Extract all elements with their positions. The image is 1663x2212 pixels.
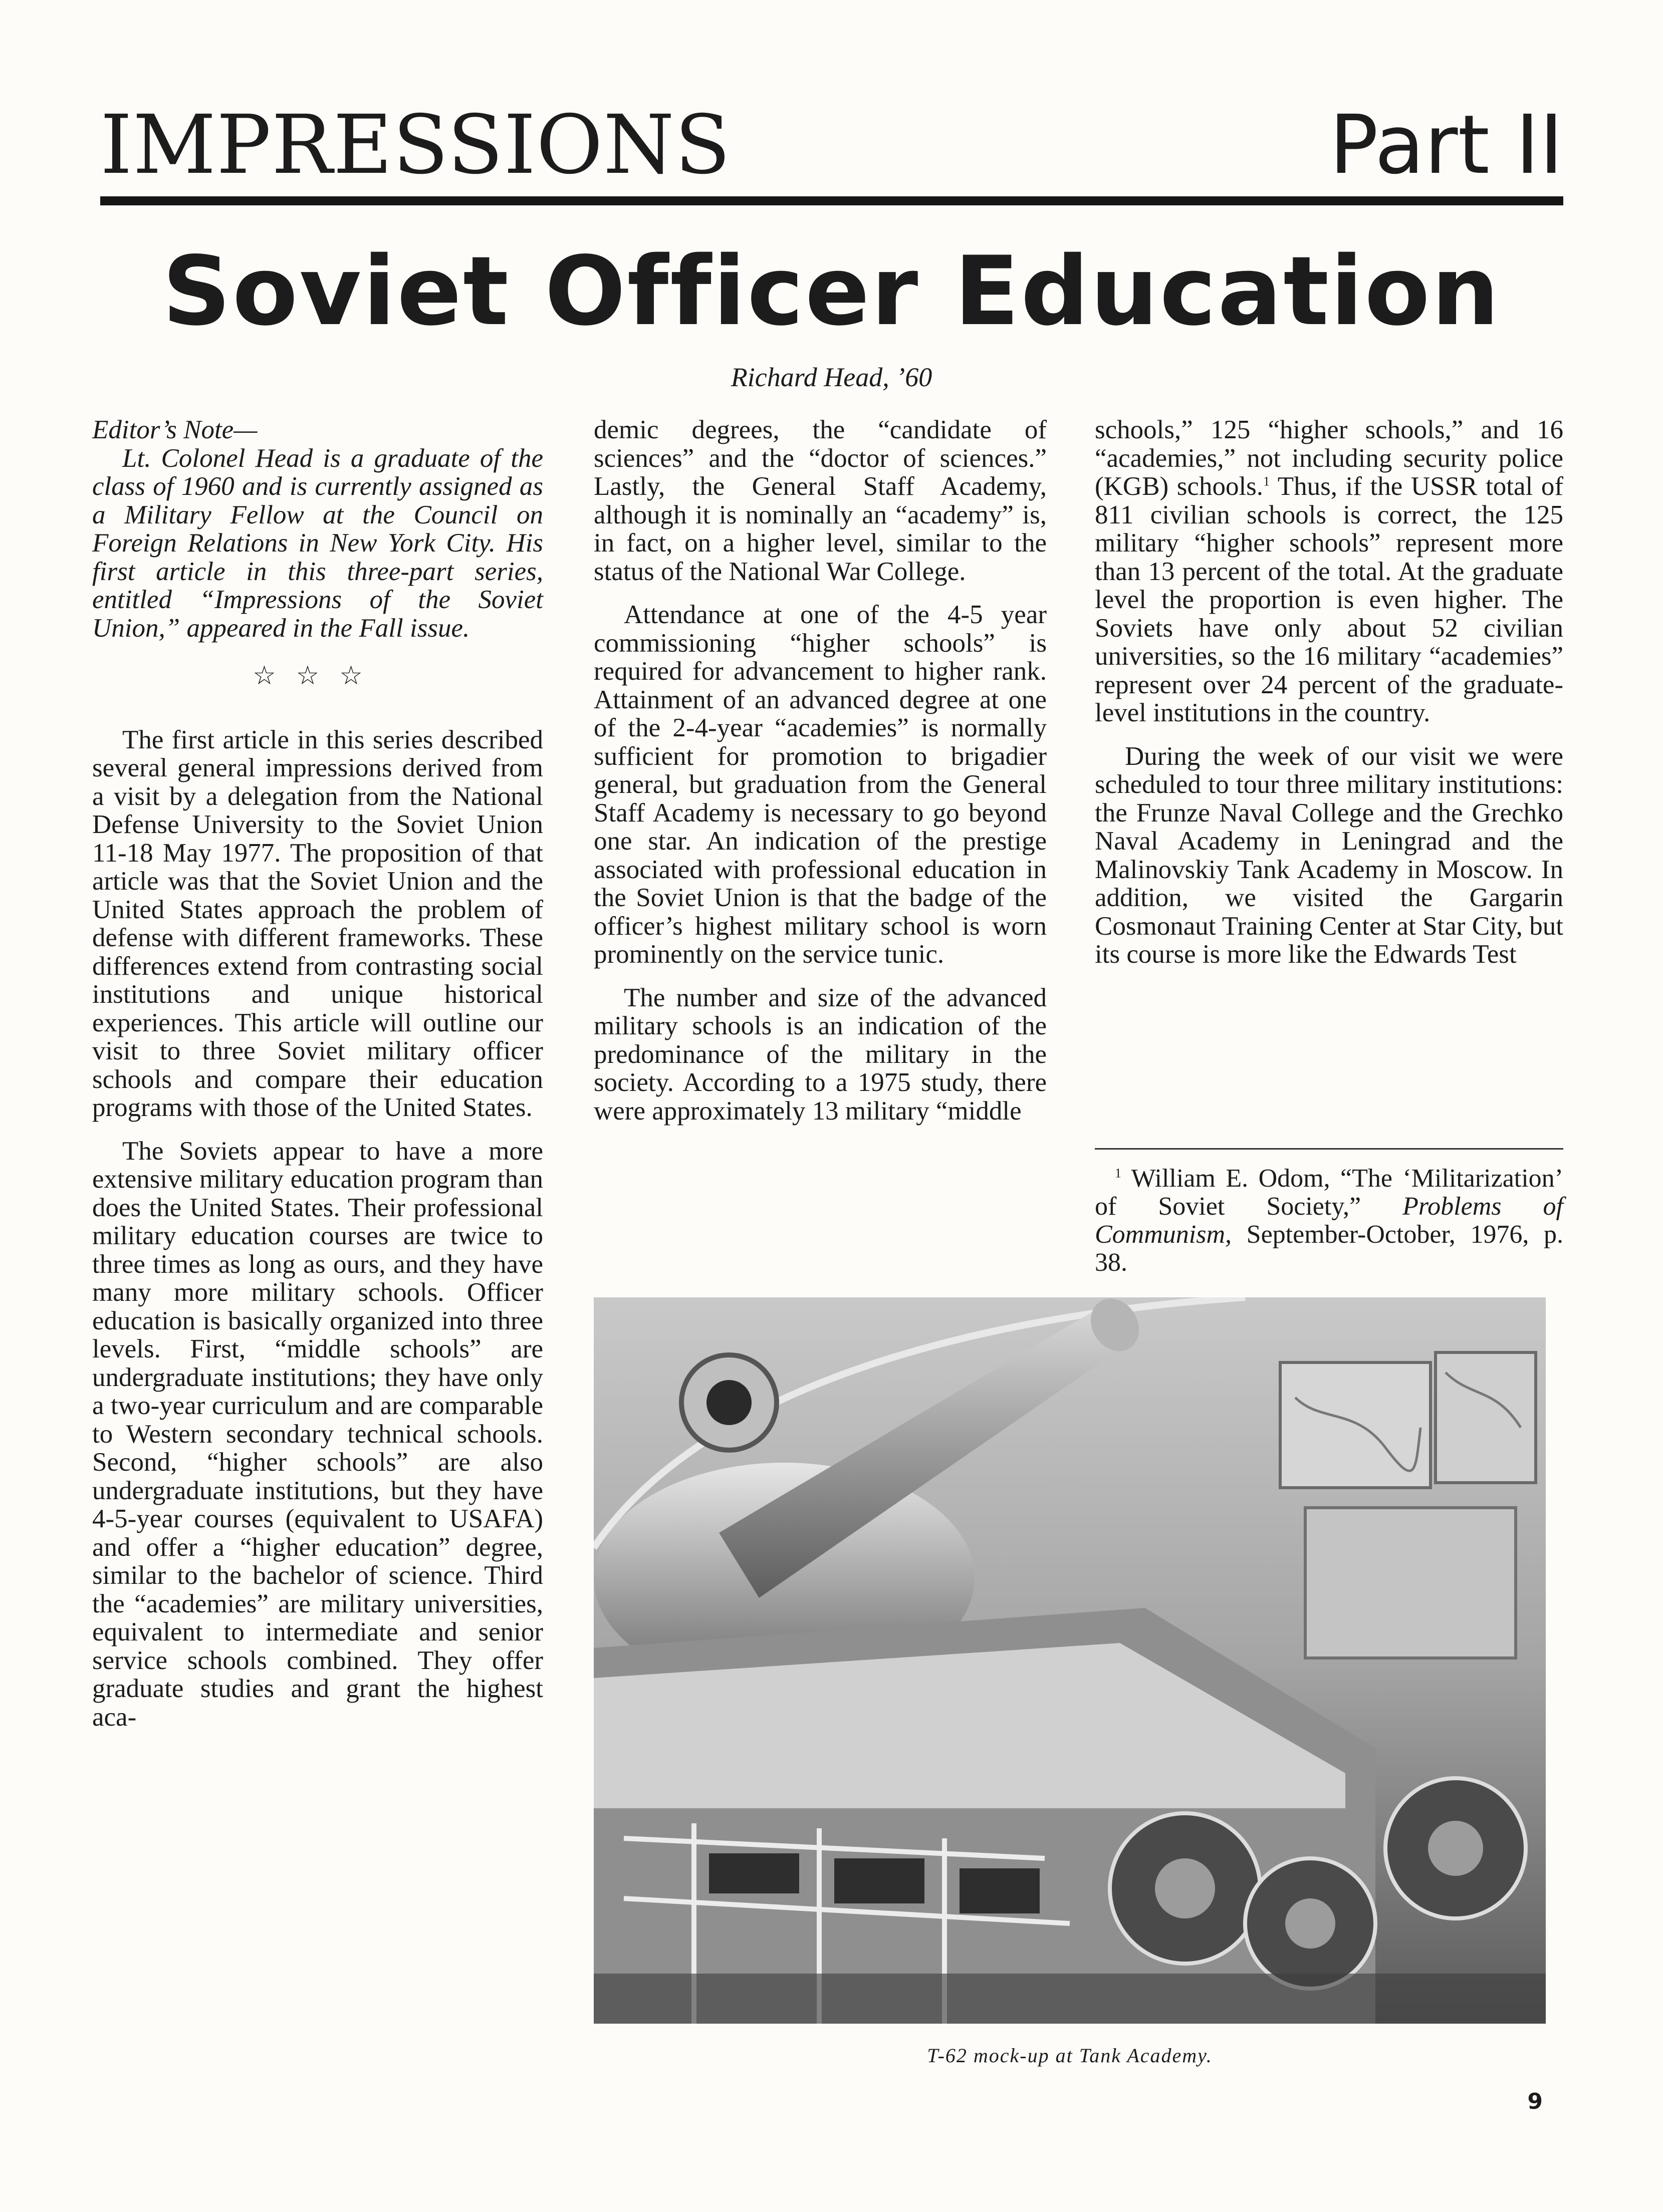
page-number: 9 xyxy=(1527,2089,1543,2114)
column-3 xyxy=(1095,416,1563,984)
body-text: schools,” 125 “higher schools,” and 16 “academies,” not including security police (KGB) schools. xyxy=(1095,415,1563,501)
footnote-rule xyxy=(1095,1148,1563,1150)
body-paragraph-continued xyxy=(1095,416,1563,727)
star-separator: ☆☆☆ xyxy=(253,662,383,690)
footnote-text: September-October, 1976, p. 38. xyxy=(1095,1220,1563,1277)
part-label: Part II xyxy=(1329,98,1563,192)
header-rule xyxy=(100,196,1563,205)
footnote xyxy=(1095,1165,1563,1277)
tank-photo-illustration xyxy=(594,1297,1546,2024)
editor-note xyxy=(92,416,543,642)
article-title: Soviet Officer Education xyxy=(162,236,1501,347)
footnote-text: William E. Odom, “The ‘Militarization’ of Soviet Society,” xyxy=(1095,1164,1563,1221)
footnote-marker: 1 xyxy=(1115,1166,1121,1181)
tank-photo xyxy=(594,1297,1546,2024)
section-title: IMPRESSIONS xyxy=(100,98,731,192)
column-1 xyxy=(92,416,543,1746)
body-paragraph: The first article in this series described several general impressions derived from a visit by a delegation from the National Defense University to the Soviet Union 11-18 May 1977. The proposition of that article was that the Soviet Union and the United States approach the problem of defense with different frameworks. These differences extend from contrasting social institutions and unique historical experiences. This article will outline our visit to three Soviet military officer schools and compare their education programs with those of the United States. xyxy=(92,725,543,1122)
editor-note-text: Lt. Colonel Head is a graduate of the class of 1960 and is currently assigned as a Military Fellow at the Council on Foreign Relations in New York City. His first article in this three-part series, entitled “Impressions of the Soviet Union,” appeared in the Fall issue. xyxy=(92,443,543,643)
column-2 xyxy=(594,416,1047,1140)
page-header xyxy=(100,100,1563,190)
body-paragraph: The number and size of the advanced military schools is an indication of the predominance of the military in the society. According to a 1975 study, there were approximately 13 military “middle xyxy=(594,983,1047,1126)
photo-caption: T-62 mock-up at Tank Academy. xyxy=(927,2044,1213,2067)
body-paragraph-continued: demic degrees, the “candidate of sciences” and the “doctor of sciences.” Lastly, the General Staff Academy, although it is nominally an “academy” is, in fact, on a higher level, similar to the status of the National War College. xyxy=(594,415,1047,586)
footnote-journal: Problems of Communism, xyxy=(1095,1192,1563,1249)
body-paragraph: During the week of our visit we were scheduled to tour three military institutions: the Frunze Naval College and the Grechko Naval Academy in Leningrad and the Malinovskiy Tank Academy in Moscow. In addition, we visited the Gargarin Cosmonaut Training Center at Star City, but its course is more like the Edwards Test xyxy=(1095,741,1563,969)
body-paragraph: The Soviets appear to have a more extensive military education program than does the United States. Their professional military education courses are twice to three times as long as ours, and they have many more military schools. Officer education is basically organized into three levels. First, “middle schools” are undergraduate institutions; they have only a two-year curriculum and are comparable to Western secondary technical schools. Second, “higher schools” are also undergraduate institutions, but they have 4-5-year courses (equivalent to USAFA) and offer a “higher education” degree, similar to the bachelor of science. Third the “academies” are military universities, equivalent to intermediate and senior service schools combined. They offer graduate studies and grant the highest aca- xyxy=(92,1136,543,1732)
footnote-reference: 1 xyxy=(1263,474,1270,489)
editor-note-label: Editor’s Note— xyxy=(92,415,258,444)
body-paragraph: Attendance at one of the 4-5 year commissioning “higher schools” is required for advancement to higher rank. Attainment of an advanced degree at one of the 2-4-year “academies” is normally sufficient for promotion to brigadier general, but graduation from the General Staff Academy is necessary to go beyond one star. An indication of the prestige associated with professional education in the Soviet Union is that the badge of the officer’s highest military school is worn prominently on the service tunic. xyxy=(594,600,1047,969)
body-text: Thus, if the USSR total of 811 civilian schools is correct, the 125 military “higher schools” represent more than 13 percent of the total. At the graduate level the proportion is even higher. The Soviets have only about 52 civilian universities, so the 16 military “academies” represent over 24 percent of the graduate-level institutions in the country. xyxy=(1095,472,1564,727)
article-byline: Richard Head, ’60 xyxy=(731,362,932,392)
